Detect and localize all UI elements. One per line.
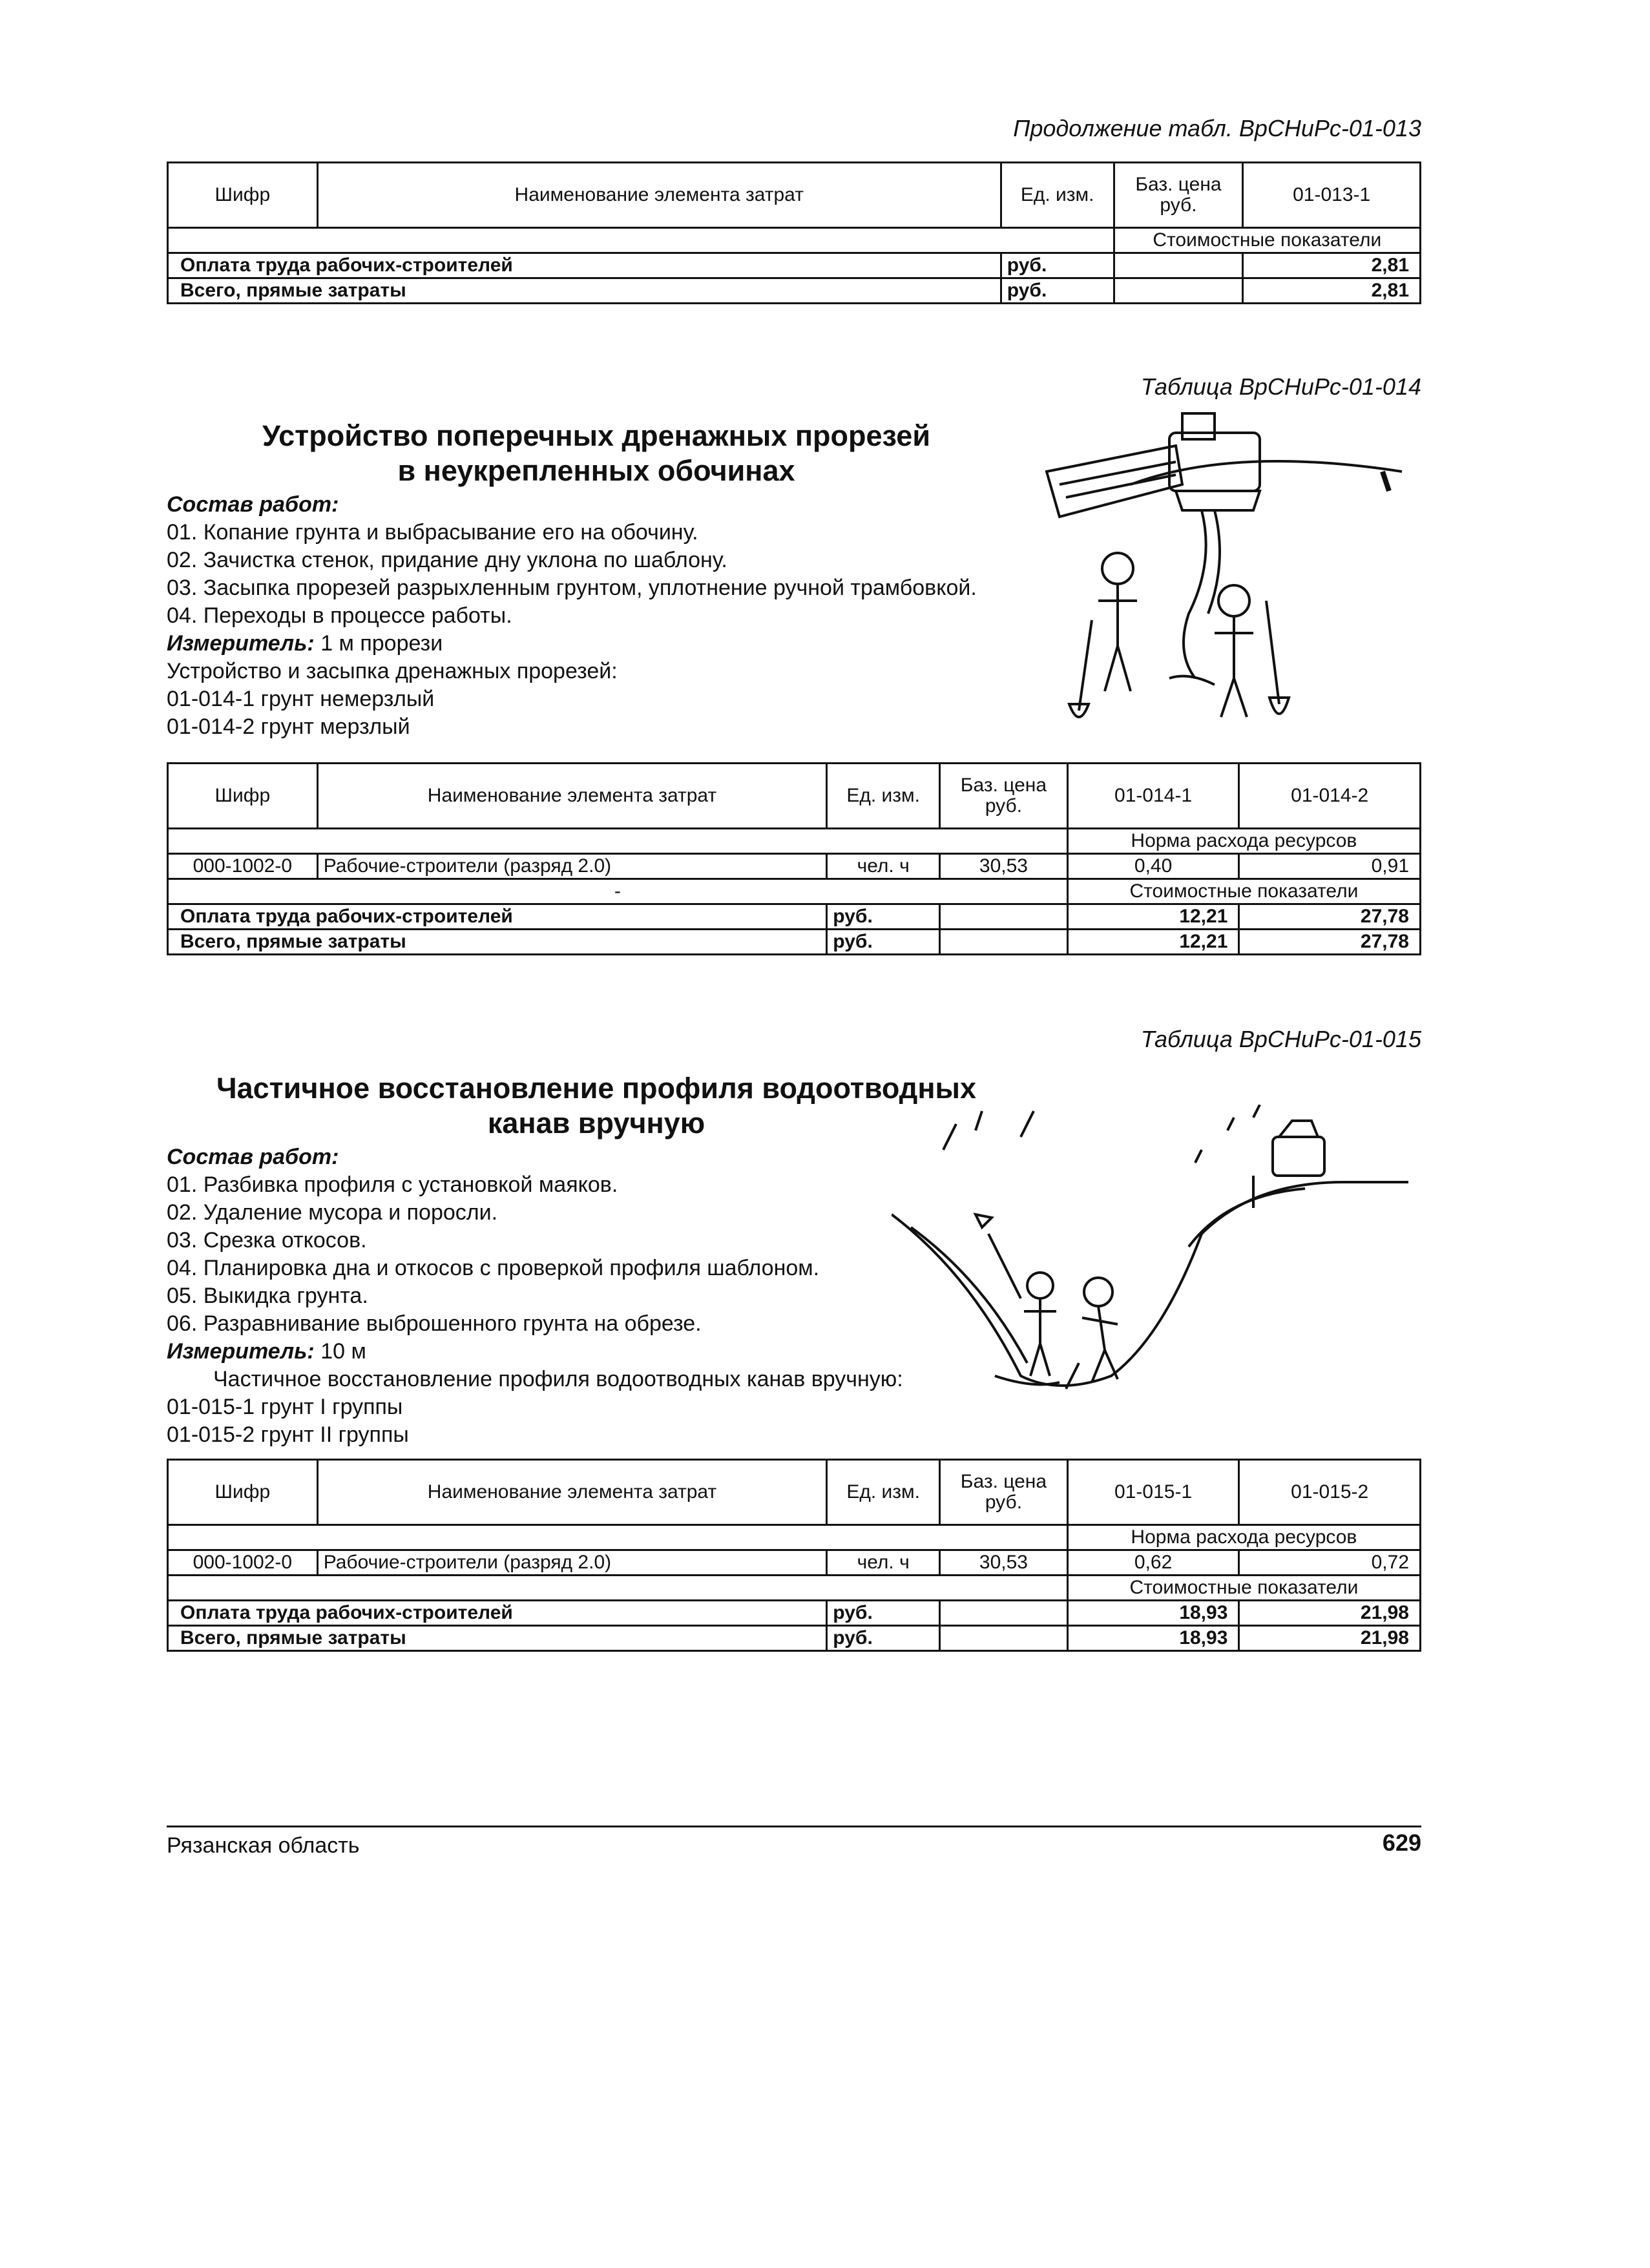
row-value: 12,21 — [1067, 904, 1239, 930]
header-cell: Баз. цена руб. — [940, 1460, 1068, 1525]
row-price — [1114, 253, 1243, 278]
header-cell: Ед. изм. — [1001, 163, 1114, 228]
work-description-014 — [167, 491, 1071, 741]
row-value: 2,81 — [1243, 253, 1421, 278]
row-unit: руб. — [827, 1626, 940, 1651]
dash-cell: - — [168, 879, 1068, 904]
header-cell: Наименование элемента затрат — [317, 1460, 827, 1525]
row-name: Всего, прямые затраты — [168, 1626, 827, 1651]
step-item: 02. Зачистка стенок, придание дну уклона по шаблону. — [167, 548, 727, 572]
footer-rule — [167, 1826, 1421, 1827]
table-caption-014: Таблица ВрСНиРс-01-014 — [1140, 373, 1421, 400]
row-unit: чел. ч — [827, 1550, 940, 1576]
row-value: 0,62 — [1067, 1550, 1239, 1576]
row-price — [940, 1601, 1068, 1626]
table-01-013 — [167, 161, 1421, 304]
header-cell: Наименование элемента затрат — [317, 764, 827, 829]
section-label: Стоимостные показатели — [1067, 879, 1420, 904]
row-price — [940, 930, 1068, 955]
row-value: 0,72 — [1239, 1550, 1421, 1576]
title-line: в неукрепленных обочинах — [397, 454, 795, 487]
row-price: 30,53 — [940, 854, 1068, 879]
izm-value: 10 м — [320, 1339, 366, 1364]
row-name: Оплата труда рабочих-строителей — [168, 253, 1001, 278]
row-name: Рабочие-строители (разряд 2.0) — [317, 854, 827, 879]
table-caption-015: Таблица ВрСНиРс-01-015 — [1140, 1026, 1421, 1052]
step-item: 03. Засыпка прорезей разрыхленным грунтом, уплотнение ручной трамбовкой. — [167, 576, 977, 600]
title-line: Частичное восстановление профиля водоотводных — [216, 1072, 977, 1105]
step-item: 01. Разбивка профиля с установкой маяков. — [167, 1172, 618, 1197]
section-label: Стоимостные показатели — [1067, 1576, 1420, 1601]
title-line: Устройство поперечных дренажных прорезей — [262, 419, 930, 452]
row-value: 21,98 — [1239, 1626, 1421, 1651]
page-number: 629 — [1382, 1829, 1421, 1856]
blank-cell — [168, 829, 1068, 854]
row-unit: руб. — [1001, 253, 1114, 278]
row-name: Оплата труда рабочих-строителей — [168, 904, 827, 930]
step-item: 05. Выкидка грунта. — [167, 1284, 368, 1308]
izm-value: 1 м прорези — [320, 631, 443, 656]
title-line: канав вручную — [487, 1107, 705, 1139]
footer-region: Рязанская область — [167, 1833, 360, 1858]
row-price — [940, 1626, 1068, 1651]
row-unit: чел. ч — [827, 854, 940, 879]
step-item: 06. Разравнивание выброшенного грунта на обрезе. — [167, 1311, 702, 1336]
section-label: Норма расхода ресурсов — [1067, 1525, 1420, 1550]
blank-cell — [168, 228, 1114, 253]
row-name: Оплата труда рабочих-строителей — [168, 1601, 827, 1626]
header-cell: Баз. цена руб. — [1114, 163, 1243, 228]
variants-desc: Частичное восстановление профиля водоотводных канав вручную: — [213, 1367, 903, 1391]
step-item: 01. Копание грунта и выбрасывание его на обочину. — [167, 520, 698, 545]
row-value: 2,81 — [1243, 278, 1421, 304]
header-cell: 01-013-1 — [1243, 163, 1421, 228]
header-cell: 01-015-1 — [1067, 1460, 1239, 1525]
blank-cell — [168, 1576, 1068, 1601]
step-item: 04. Переходы в процессе работы. — [167, 603, 512, 628]
row-price — [940, 904, 1068, 930]
row-value: 12,21 — [1067, 930, 1239, 955]
row-value: 0,40 — [1067, 854, 1239, 879]
step-item: 04. Планировка дна и откосов с проверкой профиля шаблоном. — [167, 1256, 820, 1280]
header-cell: Наименование элемента затрат — [317, 163, 1001, 228]
variant-item: 01-015-1 грунт I группы — [167, 1395, 403, 1419]
header-cell: Шифр — [168, 1460, 318, 1525]
sostav-label: Состав работ: — [167, 492, 339, 517]
row-value: 0,91 — [1239, 854, 1421, 879]
header-cell: Ед. изм. — [827, 1460, 940, 1525]
variant-item: 01-014-2 грунт мерзлый — [167, 714, 410, 739]
table-01-015 — [167, 1459, 1421, 1652]
row-name: Рабочие-строители (разряд 2.0) — [317, 1550, 827, 1576]
row-value: 27,78 — [1239, 930, 1421, 955]
header-cell: Баз. цена руб. — [940, 764, 1068, 829]
variant-item: 01-015-2 грунт II группы — [167, 1422, 409, 1447]
izm-label: Измеритель: — [167, 1339, 315, 1364]
variant-item: 01-014-1 грунт немерзлый — [167, 687, 435, 711]
blank-cell — [168, 1525, 1068, 1550]
row-name: Всего, прямые затраты — [168, 930, 827, 955]
header-cell: Ед. изм. — [827, 764, 940, 829]
variants-desc: Устройство и засыпка дренажных прорезей: — [167, 659, 618, 683]
row-name: Всего, прямые затраты — [168, 278, 1001, 304]
row-code: 000-1002-0 — [168, 854, 318, 879]
row-unit: руб. — [1001, 278, 1114, 304]
header-cell: 01-015-2 — [1239, 1460, 1421, 1525]
row-value: 21,98 — [1239, 1601, 1421, 1626]
section-label: Норма расхода ресурсов — [1067, 829, 1420, 854]
measure-line — [167, 630, 1071, 658]
row-code: 000-1002-0 — [168, 1550, 318, 1576]
step-item: 02. Удаление мусора и поросли. — [167, 1200, 498, 1225]
row-value: 18,93 — [1067, 1626, 1239, 1651]
row-price — [1114, 278, 1243, 304]
izm-label: Измеритель: — [167, 631, 315, 656]
illustration-ditch-workers — [892, 1105, 1408, 1408]
row-value: 18,93 — [1067, 1601, 1239, 1626]
illustration-drainage-workers — [1021, 407, 1421, 743]
row-unit: руб. — [827, 1601, 940, 1626]
table-01-014 — [167, 762, 1421, 955]
header-cell: 01-014-2 — [1239, 764, 1421, 829]
section-label: Стоимостные показатели — [1114, 228, 1420, 253]
header-cell: Шифр — [168, 163, 318, 228]
section-title-014 — [167, 419, 1026, 488]
row-value: 27,78 — [1239, 904, 1421, 930]
step-item: 03. Срезка откосов. — [167, 1228, 367, 1253]
sostav-label: Состав работ: — [167, 1145, 339, 1169]
row-unit: руб. — [827, 904, 940, 930]
header-cell: Шифр — [168, 764, 318, 829]
row-unit: руб. — [827, 930, 940, 955]
header-cell: 01-014-1 — [1067, 764, 1239, 829]
continuation-caption: Продолжение табл. ВрСНиРс-01-013 — [1013, 115, 1421, 141]
row-price: 30,53 — [940, 1550, 1068, 1576]
